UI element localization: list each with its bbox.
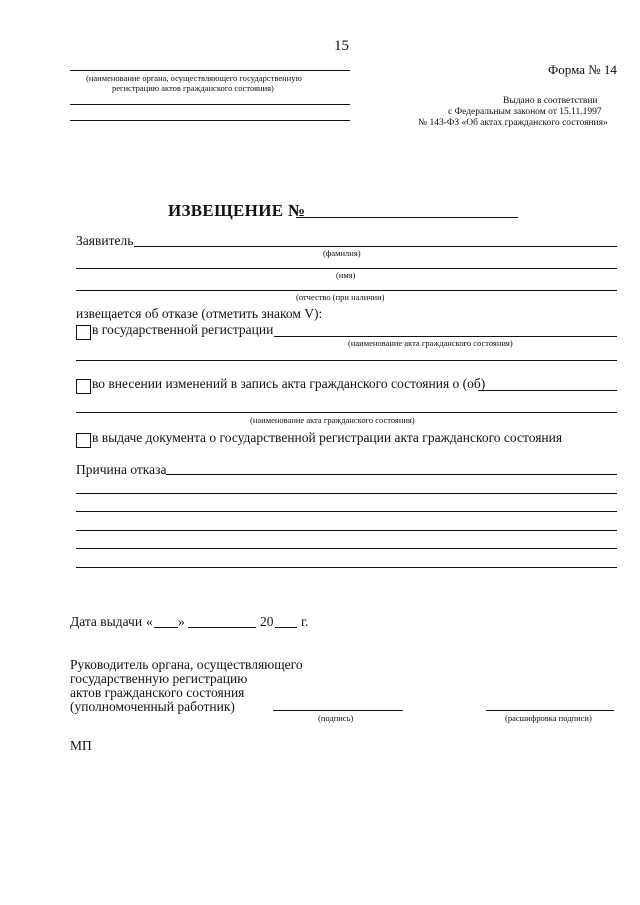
head-line1: Руководитель органа, осуществляющего: [70, 657, 303, 672]
surname-caption: (фамилия): [323, 248, 361, 258]
date-open-quote: «: [146, 614, 153, 629]
option1-act-field[interactable]: [274, 336, 617, 337]
option1-act-field-2[interactable]: [76, 360, 617, 361]
head-line2: государственную регистрацию: [70, 671, 248, 686]
option1-caption: (наименование акта гражданского состояния): [348, 338, 513, 348]
option2-act-field-2[interactable]: [76, 412, 617, 413]
applicant-patronymic-field[interactable]: [76, 290, 617, 291]
notice-title: ИЗВЕЩЕНИЕ №: [168, 201, 306, 220]
option2-label: во внесении изменений в запись акта гражданского состояния о (об): [92, 376, 486, 391]
notice-number-field[interactable]: [296, 217, 518, 218]
name-caption: (имя): [336, 270, 356, 280]
patronymic-caption: (отчество (при наличии): [296, 292, 385, 302]
date-close-quote: »: [178, 614, 185, 629]
issued-line3: № 143-ФЗ «Об актах гражданского состояния»: [418, 118, 608, 128]
org-name-line-3[interactable]: [70, 120, 350, 121]
reason-field-5[interactable]: [76, 548, 617, 549]
option1-checkbox[interactable]: [76, 325, 91, 340]
issued-line2: с Федеральным законом от 15.11.1997: [448, 107, 602, 117]
reason-label: Причина отказа: [76, 462, 167, 477]
year-prefix: 20: [260, 614, 274, 629]
head-line3: актов гражданского состояния: [70, 685, 245, 700]
applicant-name-field[interactable]: [76, 268, 617, 269]
form-number: Форма № 14: [548, 62, 617, 77]
org-name-line-2[interactable]: [70, 104, 350, 105]
year-suffix: г.: [301, 614, 309, 629]
reason-field-6[interactable]: [76, 567, 617, 568]
option2-act-field[interactable]: [478, 390, 617, 391]
issued-line1: Выдано в соответствии: [503, 96, 598, 106]
applicant-label: Заявитель: [76, 233, 134, 248]
issue-month-field[interactable]: [188, 627, 256, 628]
org-caption-line1: (наименование органа, осуществляющего государственную: [86, 73, 302, 83]
reason-field-1[interactable]: [166, 474, 617, 475]
option2-checkbox[interactable]: [76, 379, 91, 394]
issue-year-field[interactable]: [275, 627, 297, 628]
reason-field-4[interactable]: [76, 530, 617, 531]
reason-field-3[interactable]: [76, 511, 617, 512]
option3-label: в выдаче документа о государственной регистрации акта гражданского состояния: [92, 430, 563, 445]
page-number: 15: [334, 38, 349, 54]
option1-label: в государственной регистрации: [92, 322, 274, 337]
issue-date-label: Дата выдачи: [70, 614, 143, 629]
org-name-line[interactable]: [70, 70, 350, 71]
stamp-place: МП: [70, 738, 92, 753]
option3-checkbox[interactable]: [76, 433, 91, 448]
signature-field[interactable]: [273, 710, 403, 711]
reason-field-2[interactable]: [76, 493, 617, 494]
head-line4: (уполномоченный работник): [70, 699, 235, 714]
issue-day-field[interactable]: [154, 627, 178, 628]
signature-caption: (подпись): [318, 713, 354, 723]
org-caption-line2: регистрацию актов гражданского состояния): [112, 83, 274, 93]
option2-caption: (наименование акта гражданского состояния): [250, 415, 415, 425]
refusal-intro: извещается об отказе (отметить знаком V):: [76, 306, 323, 321]
signature-decoding-field[interactable]: [486, 710, 614, 711]
decoding-caption: (расшифровка подписи): [505, 713, 592, 723]
applicant-surname-field[interactable]: [134, 246, 617, 247]
